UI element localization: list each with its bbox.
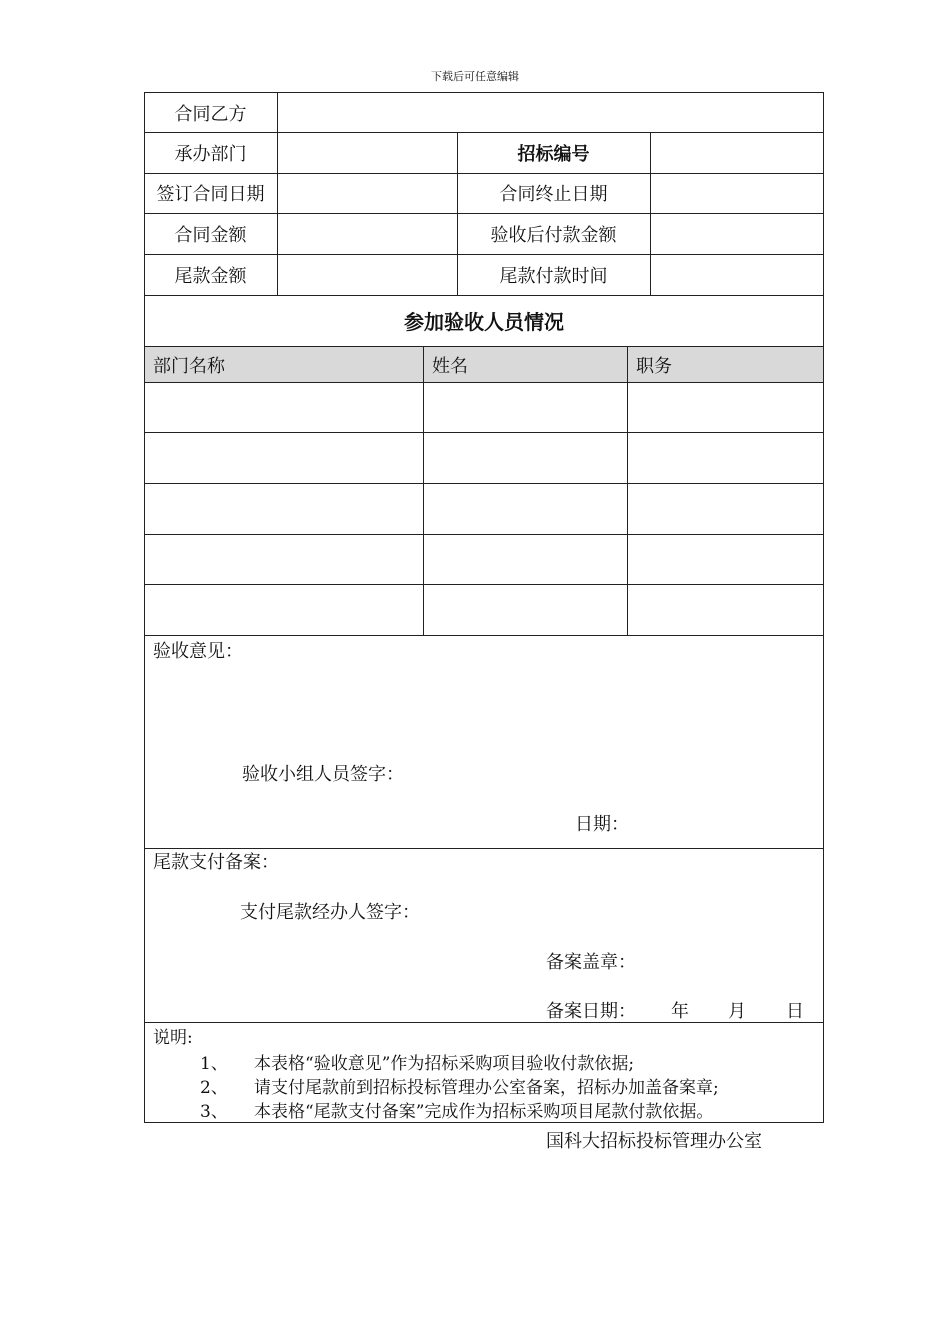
table-cell[interactable] [423, 383, 627, 432]
row-divider [144, 1022, 824, 1023]
col-header-position: 职务 [636, 355, 672, 377]
end-date-value[interactable] [650, 173, 824, 213]
acceptance-opinion-label: 验收意见： [153, 641, 243, 662]
note-text: 本表格“尾款支付备案”完成作为招标采购项目尾款付款依据。 [254, 1102, 714, 1122]
issuing-office: 国科大招标投标管理办公室 [546, 1131, 762, 1152]
acceptance-sign-label: 验收小组人员签字： [242, 764, 404, 785]
label-sign-date: 签订合同日期 [156, 184, 265, 205]
sign-date-value[interactable] [277, 173, 457, 213]
label-end-date: 合同终止日期 [499, 184, 608, 205]
amount-value[interactable] [277, 213, 457, 254]
label-pay-after: 验收后付款金额 [490, 224, 617, 246]
record-date-label: 备案日期： [546, 1001, 636, 1022]
note-number: 2、 [200, 1078, 228, 1098]
label-balance-time: 尾款付款时间 [499, 265, 608, 287]
note-text: 请支付尾款前到招标投标管理办公室备案，招标办加盖备案章; [254, 1078, 719, 1098]
note-text: 本表格“验收意见”作为招标采购项目验收付款依据; [254, 1054, 635, 1074]
balance-time-value[interactable] [650, 254, 824, 295]
label-bid-no: 招标编号 [517, 143, 590, 165]
note-number: 3、 [200, 1102, 228, 1122]
personnel-title: 参加验收人员情况 [404, 310, 564, 334]
col-header-name: 姓名 [432, 355, 468, 377]
label-balance: 尾款金额 [174, 265, 247, 287]
table-cell[interactable] [144, 383, 423, 432]
label-dept: 承办部门 [174, 143, 247, 165]
label-amount: 合同金额 [174, 224, 247, 246]
balance-value[interactable] [277, 254, 457, 295]
row-divider [144, 848, 824, 849]
row-divider [144, 432, 824, 433]
table-cell[interactable] [627, 383, 824, 432]
dept-value[interactable] [277, 132, 457, 173]
notes-title: 说明: [153, 1028, 193, 1048]
row-divider [144, 584, 824, 585]
pay-after-value[interactable] [650, 213, 824, 254]
party-b-value[interactable] [277, 92, 824, 133]
row-divider [144, 534, 824, 535]
record-year-label: 年 [671, 1001, 689, 1022]
col-header-dept: 部门名称 [153, 355, 225, 377]
row-divider [144, 483, 824, 484]
record-sign-label: 支付尾款经办人签字： [240, 902, 420, 923]
header-note: 下载后可任意编辑 [431, 70, 519, 83]
record-seal-label: 备案盖章： [546, 952, 636, 973]
bid-no-value[interactable] [650, 132, 824, 173]
record-day-label: 日 [786, 1001, 804, 1022]
label-party-b: 合同乙方 [174, 103, 247, 125]
acceptance-date-label: 日期： [575, 814, 629, 835]
record-month-label: 月 [728, 1001, 746, 1022]
row-divider [144, 635, 824, 636]
note-number: 1、 [200, 1054, 228, 1074]
record-title: 尾款支付备案： [153, 852, 279, 873]
